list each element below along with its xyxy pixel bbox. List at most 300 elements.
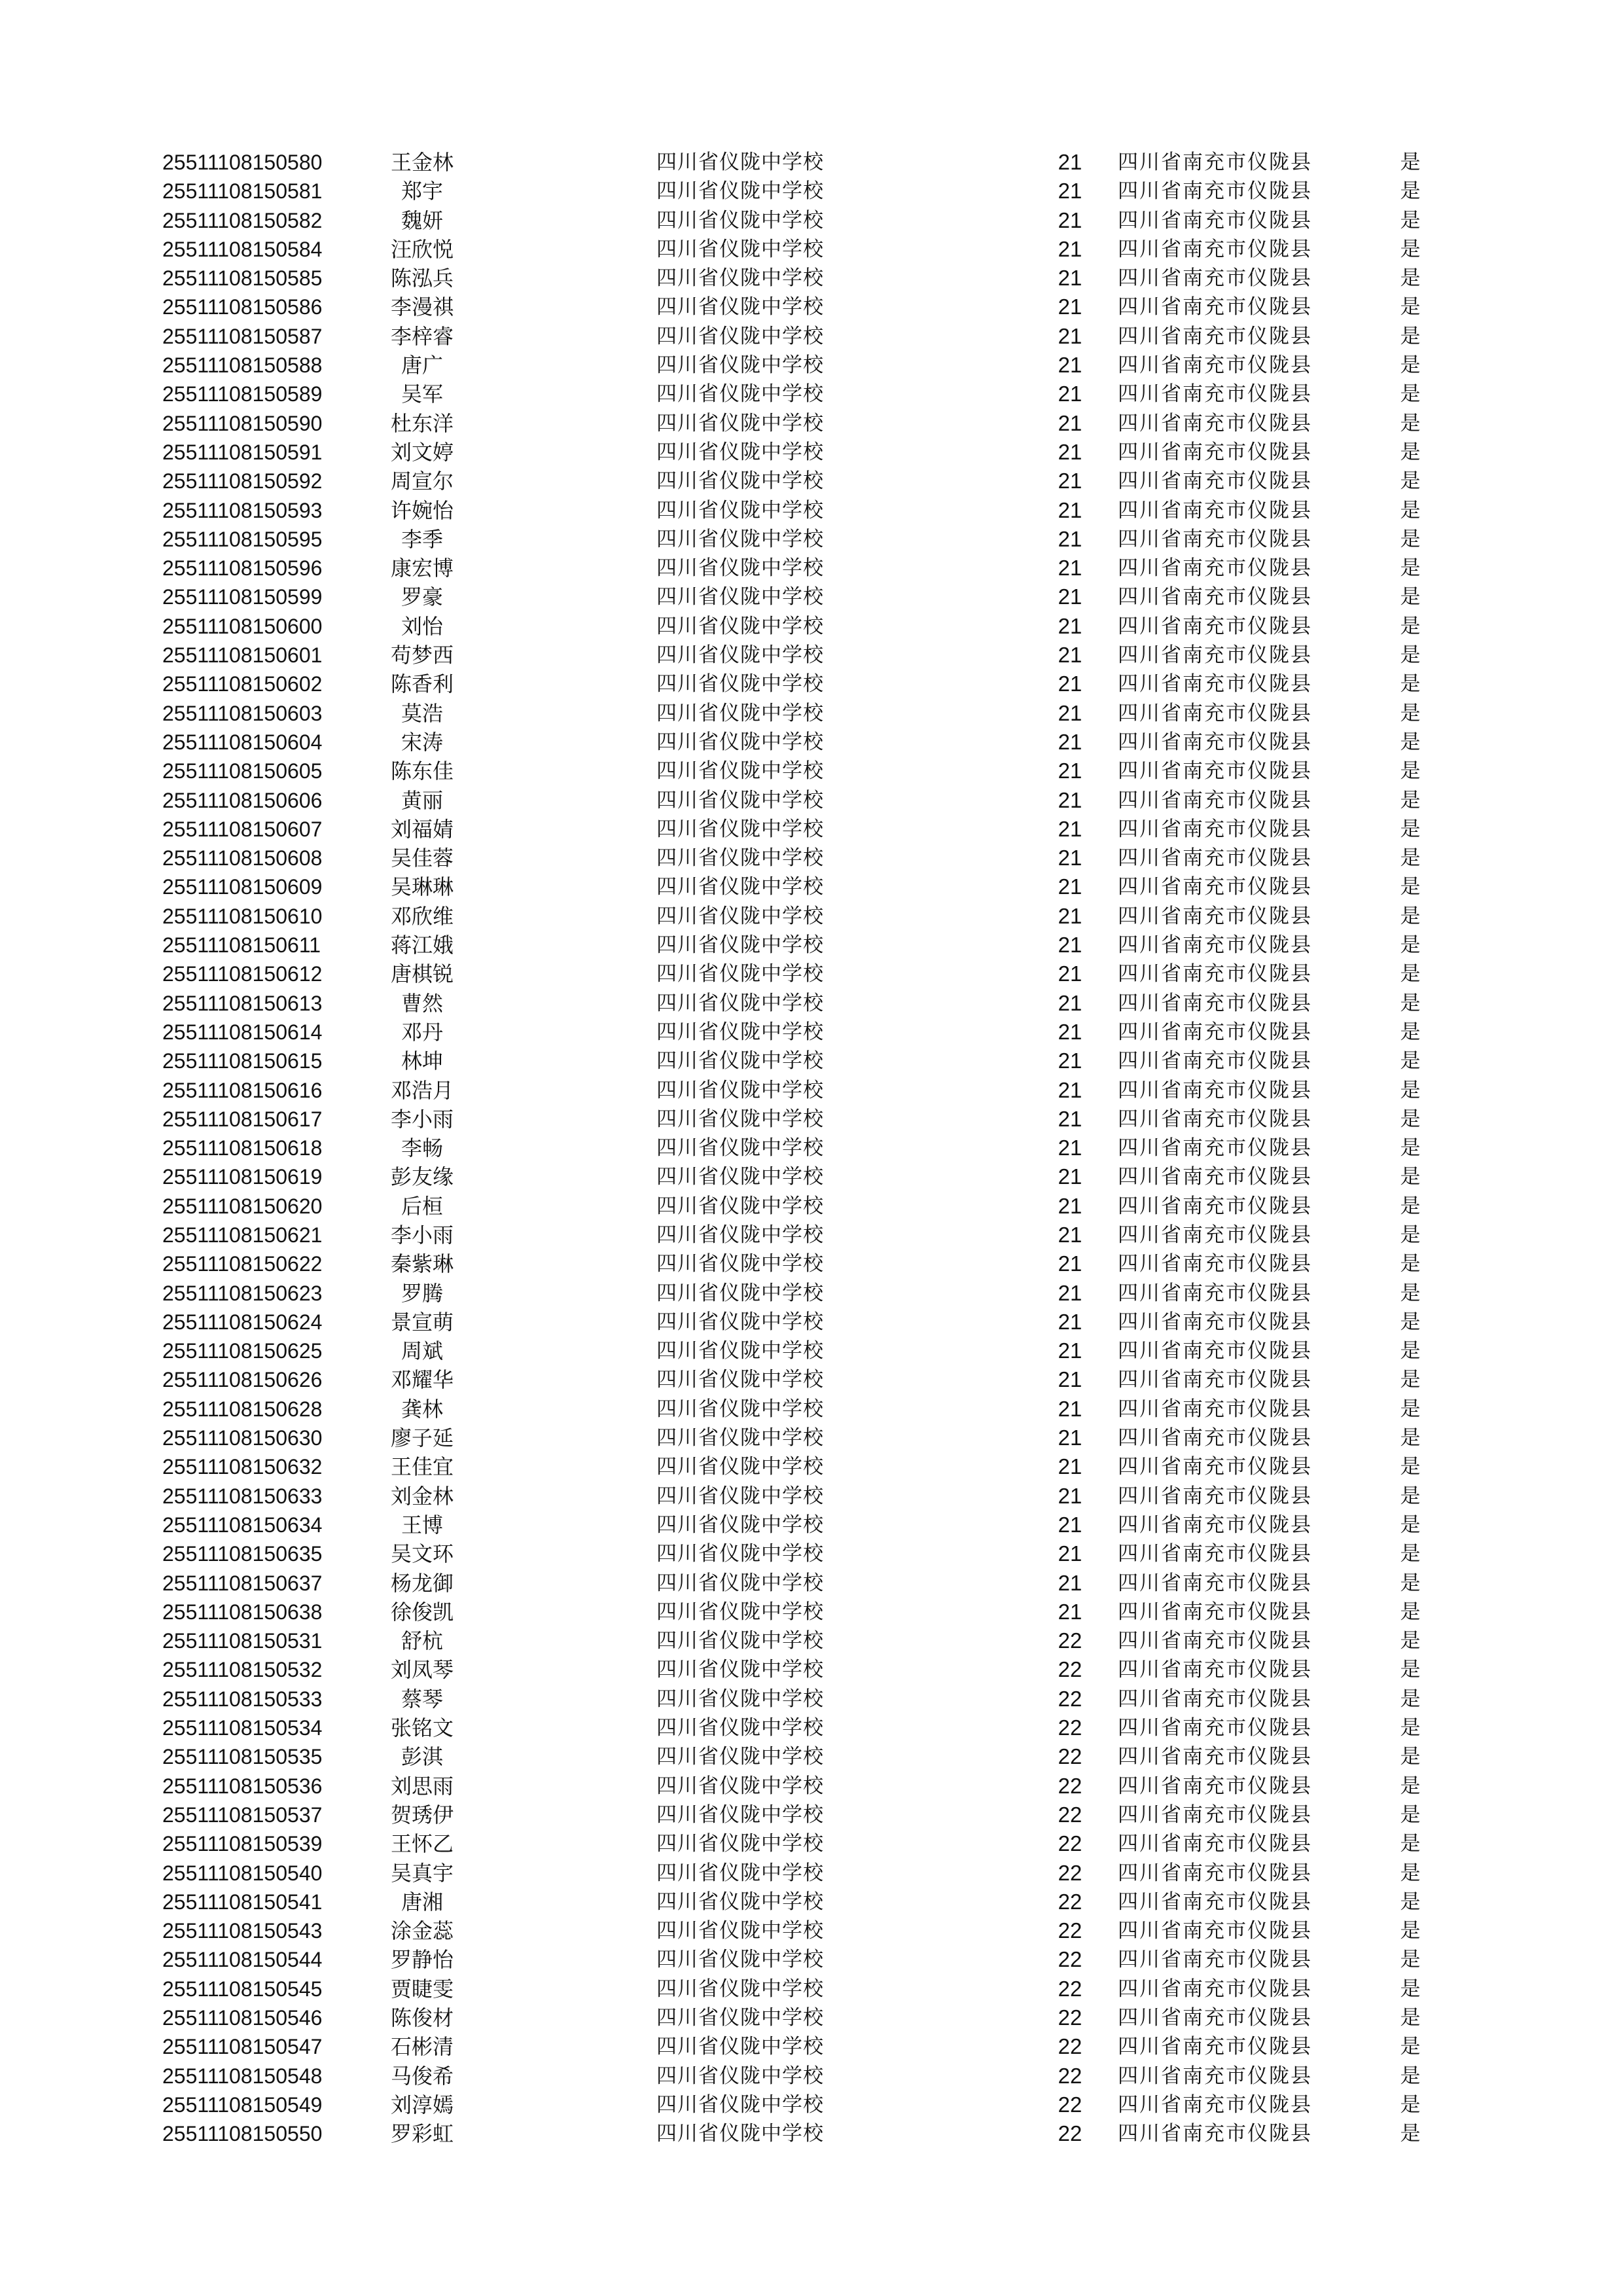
status-flag-cell: 是 [1400, 324, 1421, 348]
class-number-cell: 21 [1058, 1049, 1082, 1073]
student-name-cell: 彭友缘 [390, 1164, 454, 1190]
class-number-cell: 21 [1058, 1019, 1082, 1044]
region-cell: 四川省南充市仪陇县 [1118, 1339, 1312, 1363]
student-name-cell: 杨龙御 [390, 1570, 454, 1596]
class-number-cell: 22 [1058, 1860, 1082, 1885]
region-cell: 四川省南充市仪陇县 [1118, 614, 1312, 638]
status-flag-cell: 是 [1400, 875, 1421, 899]
school-name-cell: 四川省仪陇中学校 [656, 1136, 824, 1160]
status-flag-cell: 是 [1400, 788, 1421, 812]
table-row [0, 1772, 1623, 1801]
table-row [0, 177, 1623, 206]
student-name-cell: 舒杭 [401, 1628, 443, 1654]
class-number-cell: 21 [1058, 933, 1082, 958]
region-cell: 四川省南充市仪陇县 [1118, 1078, 1312, 1102]
table-row [0, 1424, 1623, 1452]
region-cell: 四川省南充市仪陇县 [1118, 1977, 1312, 2001]
school-name-cell: 四川省仪陇中学校 [656, 2064, 824, 2088]
class-number-cell: 21 [1058, 323, 1082, 348]
student-name-cell: 郑宇 [401, 179, 443, 204]
school-name-cell: 四川省仪陇中学校 [656, 1165, 824, 1189]
status-flag-cell: 是 [1400, 1165, 1421, 1189]
student-id-cell: 25511108150593 [162, 498, 323, 522]
student-id-cell: 25511108150540 [162, 1861, 323, 1885]
student-name-cell: 吴琳琳 [390, 874, 454, 900]
student-name-cell: 曹然 [401, 990, 443, 1016]
student-id-cell: 25511108150591 [162, 440, 323, 464]
student-name-cell: 石彬清 [390, 2034, 454, 2060]
table-row [0, 960, 1623, 988]
table-row [0, 1975, 1623, 2003]
student-name-cell: 罗豪 [401, 584, 443, 610]
region-cell: 四川省南充市仪陇县 [1118, 527, 1312, 551]
student-name-cell: 贺琇伊 [390, 1802, 454, 1827]
student-name-cell: 李漫祺 [390, 295, 454, 320]
student-id-cell: 25511108150630 [162, 1426, 323, 1450]
student-name-cell: 苟梦西 [390, 643, 454, 668]
table-row [0, 641, 1623, 670]
class-number-cell: 21 [1058, 497, 1082, 522]
status-flag-cell: 是 [1400, 904, 1421, 928]
school-name-cell: 四川省仪陇中学校 [656, 1194, 824, 1218]
region-cell: 四川省南充市仪陇县 [1118, 1716, 1312, 1740]
table-row [0, 815, 1623, 844]
table-row [0, 1859, 1623, 1888]
class-number-cell: 21 [1058, 469, 1082, 493]
student-id-cell: 25511108150607 [162, 817, 323, 841]
table-row [0, 1365, 1623, 1394]
student-id-cell: 25511108150605 [162, 759, 323, 783]
table-row [0, 1134, 1623, 1162]
student-name-cell: 李梓睿 [390, 323, 454, 349]
region-cell: 四川省南充市仪陇县 [1118, 1484, 1312, 1508]
status-flag-cell: 是 [1400, 527, 1421, 551]
table-row [0, 322, 1623, 351]
student-id-cell: 25511108150592 [162, 469, 323, 493]
table-row [0, 1105, 1623, 1134]
school-name-cell: 四川省仪陇中学校 [656, 151, 824, 174]
region-cell: 四川省南充市仪陇县 [1118, 382, 1312, 406]
region-cell: 四川省南充市仪陇县 [1118, 1107, 1312, 1131]
student-id-cell: 25511108150536 [162, 1774, 323, 1798]
region-cell: 四川省南充市仪陇县 [1118, 1455, 1312, 1479]
student-id-cell: 25511108150610 [162, 904, 323, 928]
student-name-cell: 吴真宇 [390, 1860, 454, 1886]
school-name-cell: 四川省仪陇中学校 [656, 1832, 824, 1856]
student-id-cell: 25511108150625 [162, 1339, 323, 1363]
class-number-cell: 22 [1058, 1889, 1082, 1914]
region-cell: 四川省南充市仪陇县 [1118, 556, 1312, 581]
table-row [0, 786, 1623, 815]
class-number-cell: 21 [1058, 1280, 1082, 1305]
school-name-cell: 四川省仪陇中学校 [656, 788, 824, 812]
status-flag-cell: 是 [1400, 585, 1421, 609]
table-row [0, 525, 1623, 554]
status-flag-cell: 是 [1400, 1977, 1421, 2001]
student-name-cell: 罗腾 [401, 1280, 443, 1306]
student-id-cell: 25511108150614 [162, 1020, 323, 1044]
student-id-cell: 25511108150628 [162, 1397, 323, 1421]
student-id-cell: 25511108150603 [162, 701, 323, 725]
status-flag-cell: 是 [1400, 556, 1421, 581]
region-cell: 四川省南充市仪陇县 [1118, 237, 1312, 261]
student-id-cell: 25511108150550 [162, 2122, 323, 2146]
school-name-cell: 四川省仪陇中学校 [656, 701, 824, 725]
status-flag-cell: 是 [1400, 846, 1421, 870]
student-id-cell: 25511108150621 [162, 1223, 323, 1247]
table-row [0, 1221, 1623, 1249]
class-number-cell: 21 [1058, 1338, 1082, 1363]
student-name-cell: 周宣尔 [390, 469, 454, 494]
status-flag-cell: 是 [1400, 1252, 1421, 1276]
class-number-cell: 21 [1058, 1251, 1082, 1276]
region-cell: 四川省南充市仪陇县 [1118, 498, 1312, 522]
class-number-cell: 22 [1058, 1686, 1082, 1711]
region-cell: 四川省南充市仪陇县 [1118, 1513, 1312, 1537]
table-row [0, 1945, 1623, 1974]
student-id-cell: 25511108150601 [162, 643, 323, 668]
table-row [0, 1047, 1623, 1075]
class-number-cell: 22 [1058, 1802, 1082, 1827]
student-id-cell: 25511108150633 [162, 1484, 323, 1508]
status-flag-cell: 是 [1400, 730, 1421, 754]
table-row [0, 670, 1623, 698]
status-flag-cell: 是 [1400, 1745, 1421, 1769]
status-flag-cell: 是 [1400, 1658, 1421, 1682]
region-cell: 四川省南充市仪陇县 [1118, 324, 1312, 348]
table-row [0, 1018, 1623, 1047]
status-flag-cell: 是 [1400, 469, 1421, 493]
school-name-cell: 四川省仪陇中学校 [656, 1484, 824, 1508]
student-id-cell: 25511108150624 [162, 1310, 323, 1334]
student-name-cell: 后桓 [401, 1193, 443, 1219]
student-list-table [0, 148, 1623, 2148]
status-flag-cell: 是 [1400, 1919, 1421, 1943]
class-number-cell: 21 [1058, 584, 1082, 609]
region-cell: 四川省南充市仪陇县 [1118, 1890, 1312, 1914]
school-name-cell: 四川省仪陇中学校 [656, 1049, 824, 1073]
class-number-cell: 22 [1058, 1744, 1082, 1769]
school-name-cell: 四川省仪陇中学校 [656, 498, 824, 522]
table-row [0, 1916, 1623, 1945]
student-name-cell: 邓浩月 [390, 1077, 454, 1103]
student-id-cell: 25511108150638 [162, 1600, 323, 1624]
school-name-cell: 四川省仪陇中学校 [656, 556, 824, 581]
class-number-cell: 21 [1058, 382, 1082, 406]
class-number-cell: 21 [1058, 179, 1082, 204]
status-flag-cell: 是 [1400, 1455, 1421, 1479]
student-name-cell: 彭淇 [401, 1744, 443, 1770]
school-name-cell: 四川省仪陇中学校 [656, 585, 824, 609]
table-row [0, 1713, 1623, 1742]
school-name-cell: 四川省仪陇中学校 [656, 1716, 824, 1740]
table-row [0, 409, 1623, 438]
student-id-cell: 25511108150609 [162, 875, 323, 899]
region-cell: 四川省南充市仪陇县 [1118, 788, 1312, 812]
student-name-cell: 康宏博 [390, 556, 454, 581]
student-id-cell: 25511108150595 [162, 527, 323, 551]
school-name-cell: 四川省仪陇中学校 [656, 1397, 824, 1421]
region-cell: 四川省南充市仪陇县 [1118, 1310, 1312, 1334]
school-name-cell: 四川省仪陇中学校 [656, 208, 824, 232]
class-number-cell: 21 [1058, 1454, 1082, 1479]
region-cell: 四川省南充市仪陇县 [1118, 962, 1312, 986]
region-cell: 四川省南充市仪陇县 [1118, 1745, 1312, 1769]
status-flag-cell: 是 [1400, 1861, 1421, 1885]
region-cell: 四川省南充市仪陇县 [1118, 643, 1312, 668]
region-cell: 四川省南充市仪陇县 [1118, 1832, 1312, 1856]
status-flag-cell: 是 [1400, 2092, 1421, 2117]
student-id-cell: 25511108150590 [162, 411, 323, 435]
student-name-cell: 王佳宜 [390, 1454, 454, 1480]
student-id-cell: 25511108150618 [162, 1136, 323, 1160]
student-name-cell: 汪欣悦 [390, 236, 454, 262]
student-name-cell: 蔡琴 [401, 1686, 443, 1712]
student-id-cell: 25511108150588 [162, 353, 323, 378]
student-id-cell: 25511108150537 [162, 1803, 323, 1827]
student-id-cell: 25511108150606 [162, 788, 323, 812]
school-name-cell: 四川省仪陇中学校 [656, 962, 824, 986]
student-name-cell: 王怀乙 [390, 1831, 454, 1857]
student-id-cell: 25511108150586 [162, 295, 323, 319]
class-number-cell: 21 [1058, 672, 1082, 696]
student-name-cell: 李季 [401, 526, 443, 552]
student-id-cell: 25511108150581 [162, 179, 323, 204]
student-name-cell: 李畅 [401, 1136, 443, 1161]
school-name-cell: 四川省仪陇中学校 [656, 179, 824, 204]
status-flag-cell: 是 [1400, 1803, 1421, 1827]
class-number-cell: 21 [1058, 1309, 1082, 1334]
class-number-cell: 21 [1058, 903, 1082, 928]
class-number-cell: 21 [1058, 961, 1082, 986]
student-name-cell: 陈东佳 [390, 759, 454, 784]
table-row [0, 1539, 1623, 1568]
school-name-cell: 四川省仪陇中学校 [656, 846, 824, 870]
school-name-cell: 四川省仪陇中学校 [656, 1310, 824, 1334]
status-flag-cell: 是 [1400, 1948, 1421, 1972]
table-row [0, 235, 1623, 264]
student-id-cell: 25511108150585 [162, 266, 323, 291]
region-cell: 四川省南充市仪陇县 [1118, 1281, 1312, 1305]
school-name-cell: 四川省仪陇中学校 [656, 643, 824, 668]
school-name-cell: 四川省仪陇中学校 [656, 1977, 824, 2001]
table-row [0, 583, 1623, 611]
student-name-cell: 刘金林 [390, 1483, 454, 1509]
status-flag-cell: 是 [1400, 2006, 1421, 2030]
student-name-cell: 刘福婧 [390, 816, 454, 842]
student-name-cell: 唐广 [401, 353, 443, 378]
student-name-cell: 吴文环 [390, 1541, 454, 1567]
region-cell: 四川省南充市仪陇县 [1118, 151, 1312, 174]
region-cell: 四川省南充市仪陇县 [1118, 991, 1312, 1015]
status-flag-cell: 是 [1400, 672, 1421, 696]
class-number-cell: 21 [1058, 1426, 1082, 1450]
table-row [0, 1482, 1623, 1511]
status-flag-cell: 是 [1400, 1426, 1421, 1450]
school-name-cell: 四川省仪陇中学校 [656, 1455, 824, 1479]
class-number-cell: 21 [1058, 643, 1082, 668]
region-cell: 四川省南充市仪陇县 [1118, 440, 1312, 464]
table-row [0, 380, 1623, 408]
student-id-cell: 25511108150543 [162, 1919, 323, 1943]
class-number-cell: 22 [1058, 2005, 1082, 2030]
table-row [0, 2119, 1623, 2148]
class-number-cell: 22 [1058, 1831, 1082, 1856]
student-id-cell: 25511108150533 [162, 1687, 323, 1711]
school-name-cell: 四川省仪陇中学校 [656, 2006, 824, 2030]
table-row [0, 872, 1623, 901]
region-cell: 四川省南充市仪陇县 [1118, 1426, 1312, 1450]
status-flag-cell: 是 [1400, 411, 1421, 435]
class-number-cell: 22 [1058, 2034, 1082, 2059]
school-name-cell: 四川省仪陇中学校 [656, 353, 824, 378]
student-id-cell: 25511108150541 [162, 1890, 323, 1914]
table-row [0, 931, 1623, 960]
region-cell: 四川省南充市仪陇县 [1118, 179, 1312, 204]
status-flag-cell: 是 [1400, 933, 1421, 958]
region-cell: 四川省南充市仪陇县 [1118, 817, 1312, 841]
student-id-cell: 25511108150616 [162, 1078, 323, 1102]
table-row [0, 1569, 1623, 1598]
status-flag-cell: 是 [1400, 353, 1421, 378]
table-row [0, 1162, 1623, 1191]
status-flag-cell: 是 [1400, 1310, 1421, 1334]
class-number-cell: 22 [1058, 1947, 1082, 1972]
student-id-cell: 25511108150602 [162, 672, 323, 696]
class-number-cell: 21 [1058, 1193, 1082, 1218]
status-flag-cell: 是 [1400, 382, 1421, 406]
school-name-cell: 四川省仪陇中学校 [656, 1890, 824, 1914]
table-row [0, 1192, 1623, 1221]
region-cell: 四川省南充市仪陇县 [1118, 1136, 1312, 1160]
school-name-cell: 四川省仪陇中学校 [656, 469, 824, 493]
status-flag-cell: 是 [1400, 1107, 1421, 1131]
region-cell: 四川省南充市仪陇县 [1118, 2064, 1312, 2088]
student-id-cell: 25511108150620 [162, 1194, 323, 1218]
region-cell: 四川省南充市仪陇县 [1118, 1803, 1312, 1827]
student-name-cell: 罗静怡 [390, 1947, 454, 1973]
region-cell: 四川省南充市仪陇县 [1118, 295, 1312, 319]
student-name-cell: 莫浩 [401, 700, 443, 726]
student-name-cell: 王博 [401, 1512, 443, 1537]
student-name-cell: 许婉怡 [390, 497, 454, 523]
student-id-cell: 25511108150619 [162, 1165, 323, 1189]
school-name-cell: 四川省仪陇中学校 [656, 1658, 824, 1682]
class-number-cell: 21 [1058, 1106, 1082, 1131]
table-row [0, 1655, 1623, 1684]
region-cell: 四川省南充市仪陇县 [1118, 353, 1312, 378]
school-name-cell: 四川省仪陇中学校 [656, 1774, 824, 1798]
student-name-cell: 徐俊凯 [390, 1599, 454, 1624]
student-name-cell: 吴佳蓉 [390, 846, 454, 871]
table-row [0, 1249, 1623, 1278]
table-row [0, 2003, 1623, 2032]
student-name-cell: 邓丹 [401, 1019, 443, 1045]
class-number-cell: 21 [1058, 1136, 1082, 1160]
table-row [0, 1395, 1623, 1424]
region-cell: 四川省南充市仪陇县 [1118, 266, 1312, 291]
status-flag-cell: 是 [1400, 1049, 1421, 1073]
table-row [0, 264, 1623, 293]
class-number-cell: 21 [1058, 1599, 1082, 1624]
student-name-cell: 刘怡 [401, 613, 443, 639]
table-row [0, 1626, 1623, 1655]
school-name-cell: 四川省仪陇中学校 [656, 614, 824, 638]
status-flag-cell: 是 [1400, 208, 1421, 232]
table-row [0, 612, 1623, 641]
school-name-cell: 四川省仪陇中学校 [656, 1803, 824, 1827]
table-row [0, 1742, 1623, 1771]
class-number-cell: 22 [1058, 1918, 1082, 1943]
status-flag-cell: 是 [1400, 1629, 1421, 1653]
school-name-cell: 四川省仪陇中学校 [656, 1571, 824, 1595]
status-flag-cell: 是 [1400, 701, 1421, 725]
status-flag-cell: 是 [1400, 2122, 1421, 2146]
class-number-cell: 21 [1058, 759, 1082, 783]
table-row [0, 699, 1623, 728]
region-cell: 四川省南充市仪陇县 [1118, 411, 1312, 435]
status-flag-cell: 是 [1400, 1687, 1421, 1711]
class-number-cell: 21 [1058, 556, 1082, 581]
student-name-cell: 马俊希 [390, 2063, 454, 2089]
table-row [0, 1829, 1623, 1858]
class-number-cell: 21 [1058, 236, 1082, 261]
class-number-cell: 21 [1058, 266, 1082, 291]
status-flag-cell: 是 [1400, 1832, 1421, 1856]
table-row [0, 351, 1623, 380]
status-flag-cell: 是 [1400, 1368, 1421, 1392]
status-flag-cell: 是 [1400, 1194, 1421, 1218]
table-row [0, 902, 1623, 931]
student-id-cell: 25511108150547 [162, 2035, 323, 2059]
class-number-cell: 21 [1058, 990, 1082, 1015]
class-number-cell: 22 [1058, 1715, 1082, 1740]
class-number-cell: 21 [1058, 1222, 1082, 1247]
class-number-cell: 21 [1058, 846, 1082, 870]
table-row [0, 148, 1623, 177]
class-number-cell: 21 [1058, 1570, 1082, 1595]
region-cell: 四川省南充市仪陇县 [1118, 1861, 1312, 1885]
status-flag-cell: 是 [1400, 1571, 1421, 1595]
status-flag-cell: 是 [1400, 1890, 1421, 1914]
status-flag-cell: 是 [1400, 151, 1421, 174]
table-row [0, 757, 1623, 785]
status-flag-cell: 是 [1400, 643, 1421, 668]
table-row [0, 467, 1623, 495]
status-flag-cell: 是 [1400, 1542, 1421, 1566]
class-number-cell: 21 [1058, 1483, 1082, 1508]
class-number-cell: 21 [1058, 816, 1082, 841]
table-row [0, 1308, 1623, 1336]
student-name-cell: 陈香利 [390, 672, 454, 697]
table-row [0, 2090, 1623, 2119]
school-name-cell: 四川省仪陇中学校 [656, 1629, 824, 1653]
status-flag-cell: 是 [1400, 1078, 1421, 1102]
class-number-cell: 22 [1058, 1628, 1082, 1653]
student-name-cell: 李小雨 [390, 1222, 454, 1247]
status-flag-cell: 是 [1400, 1600, 1421, 1624]
student-id-cell: 25511108150622 [162, 1252, 323, 1276]
student-id-cell: 25511108150611 [162, 933, 321, 958]
student-id-cell: 25511108150615 [162, 1049, 323, 1073]
student-id-cell: 25511108150617 [162, 1107, 323, 1131]
school-name-cell: 四川省仪陇中学校 [656, 295, 824, 319]
class-number-cell: 21 [1058, 295, 1082, 319]
region-cell: 四川省南充市仪陇县 [1118, 875, 1312, 899]
student-name-cell: 秦紫琳 [390, 1251, 454, 1277]
student-name-cell: 黄丽 [401, 787, 443, 813]
school-name-cell: 四川省仪陇中学校 [656, 1919, 824, 1943]
